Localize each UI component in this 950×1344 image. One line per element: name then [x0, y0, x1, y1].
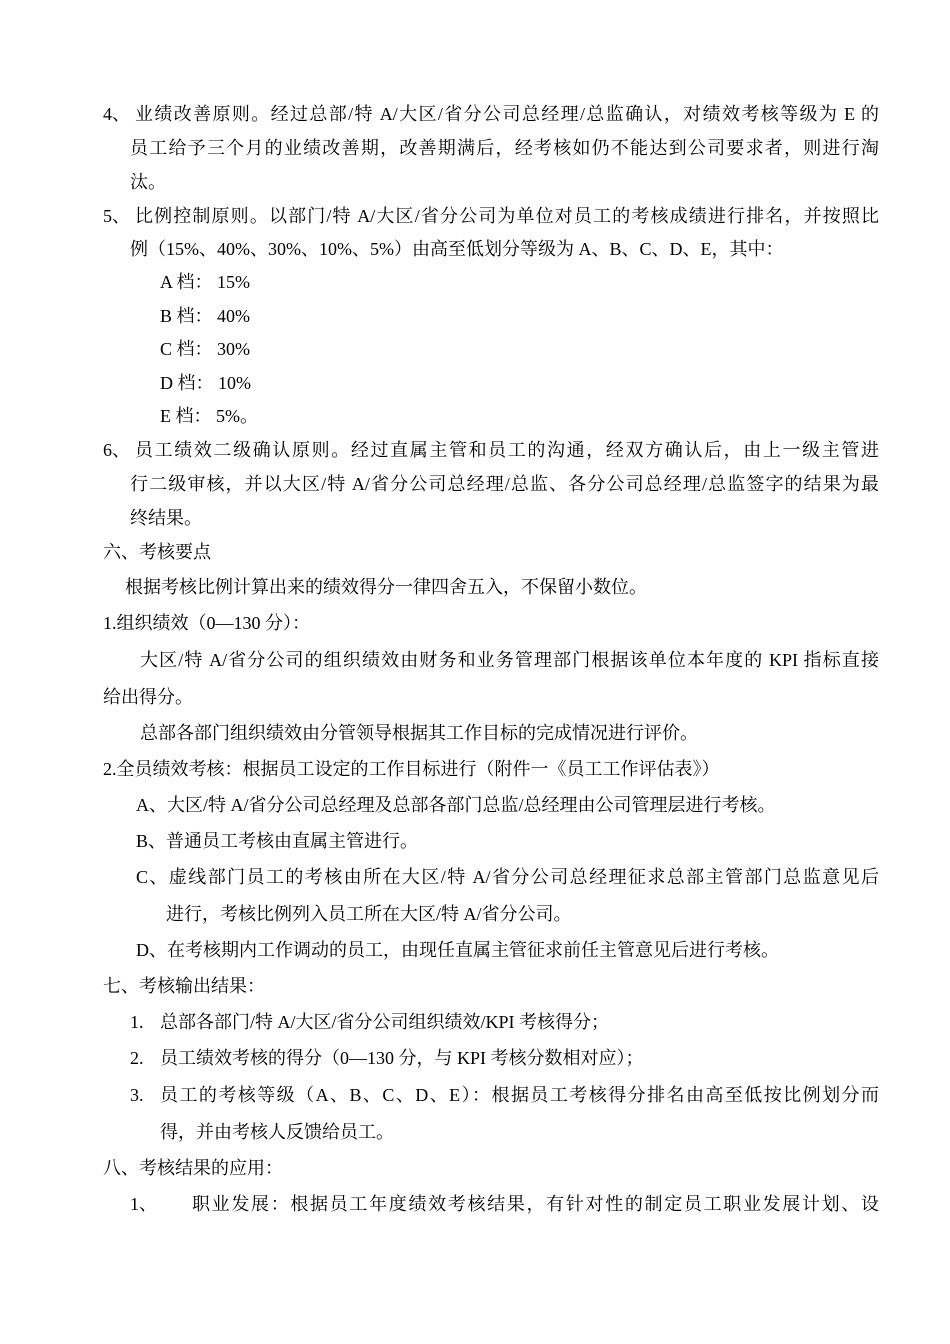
output-item-3-line-1: 员工的考核等级（A、B、C、D、E）：根据员工考核得分排名由高至低按比例划分而 [160, 1085, 879, 1105]
section-7-heading: 七、考核输出结果： [103, 976, 265, 996]
all-staff-item-c-line-2: 进行，考核比例列入员工所在大区/特 A/省分公司。 [166, 904, 572, 924]
org-performance-para-1-line-2: 给出得分。 [103, 687, 193, 707]
item-5-number: 5、 [103, 206, 130, 226]
item-6-number: 6、 [103, 440, 130, 460]
item-4-line-3: 汰。 [130, 172, 166, 192]
section-8-heading: 八、考核结果的应用： [103, 1158, 283, 1178]
output-item-3-number: 3. [130, 1085, 144, 1105]
item-6-line-2: 行二级审核，并以大区/特 A/省分公司总经理/总监、各分公司总经理/总监签字的结果为最 [130, 474, 879, 494]
section-6-intro: 根据考核比例计算出来的绩效得分一律四舍五入，不保留小数位。 [125, 577, 647, 597]
all-staff-item-b: B、普通员工考核由直属主管进行。 [136, 831, 419, 851]
all-staff-item-d: D、在考核期内工作调动的员工，由现任直属主管征求前任主管意见后进行考核。 [136, 940, 779, 960]
section-6-heading: 六、考核要点 [103, 542, 211, 562]
item-5-line-1: 比例控制原则。以部门/特 A/大区/省分公司为单位对员工的考核成绩进行排名，并按照比 [135, 206, 879, 226]
output-item-1-text: 总部各部门/特 A/大区/省分公司组织绩效/KPI 考核得分； [160, 1012, 610, 1032]
org-performance-para-1-line-1: 大区/特 A/省分公司的组织绩效由财务和业务管理部门根据该单位本年度的 KPI 指标直接 [140, 650, 879, 670]
item-5-line-2: 例（15%、40%、30%、10%、5%）由高至低划分等级为 A、B、C、D、E，其中： [130, 239, 784, 259]
output-item-3-line-2: 得，并由考核人反馈给员工。 [160, 1122, 394, 1142]
org-performance-heading: 1.组织绩效（0—130 分）： [103, 613, 310, 633]
all-staff-heading: 2.全员绩效考核：根据员工设定的工作目标进行（附件一《员工工作评估表》） [103, 759, 720, 779]
application-item-1-number: 1、 [130, 1194, 157, 1214]
all-staff-item-c-line-1: C、虚线部门员工的考核由所在大区/特 A/省分公司总经理征求总部主管部门总监意见后 [136, 867, 879, 887]
grade-b: B 档： 40% [160, 306, 250, 326]
item-6-line-3: 终结果。 [130, 508, 202, 528]
grade-d: D 档： 10% [160, 373, 251, 393]
grade-a: A 档： 15% [160, 272, 250, 292]
grade-c: C 档： 30% [160, 339, 250, 359]
item-4-line-2: 员工给予三个月的业绩改善期，改善期满后，经考核如仍不能达到公司要求者，则进行淘 [130, 138, 879, 158]
org-performance-para-2: 总部各部门组织绩效由分管领导根据其工作目标的完成情况进行评价。 [140, 723, 698, 743]
application-item-1-text: 职业发展：根据员工年度绩效考核结果，有针对性的制定员工职业发展计划、设 [192, 1194, 879, 1214]
item-4-line-1: 业绩改善原则。经过总部/特 A/大区/省分公司总经理/总监确认，对绩效考核等级为 E 的 [135, 104, 879, 124]
all-staff-item-a: A、大区/特 A/省分公司总经理及总部各部门总监/总经理由公司管理层进行考核。 [136, 795, 776, 815]
output-item-1-number: 1. [130, 1012, 144, 1032]
output-item-2-text: 员工绩效考核的得分（0—130 分，与 KPI 考核分数相对应）； [160, 1048, 644, 1068]
item-6-line-1: 员工绩效二级确认原则。经过直属主管和员工的沟通，经双方确认后，由上一级主管进 [135, 440, 879, 460]
item-4-number: 4、 [103, 104, 130, 124]
output-item-2-number: 2. [130, 1048, 144, 1068]
grade-e: E 档： 5%。 [160, 406, 258, 426]
